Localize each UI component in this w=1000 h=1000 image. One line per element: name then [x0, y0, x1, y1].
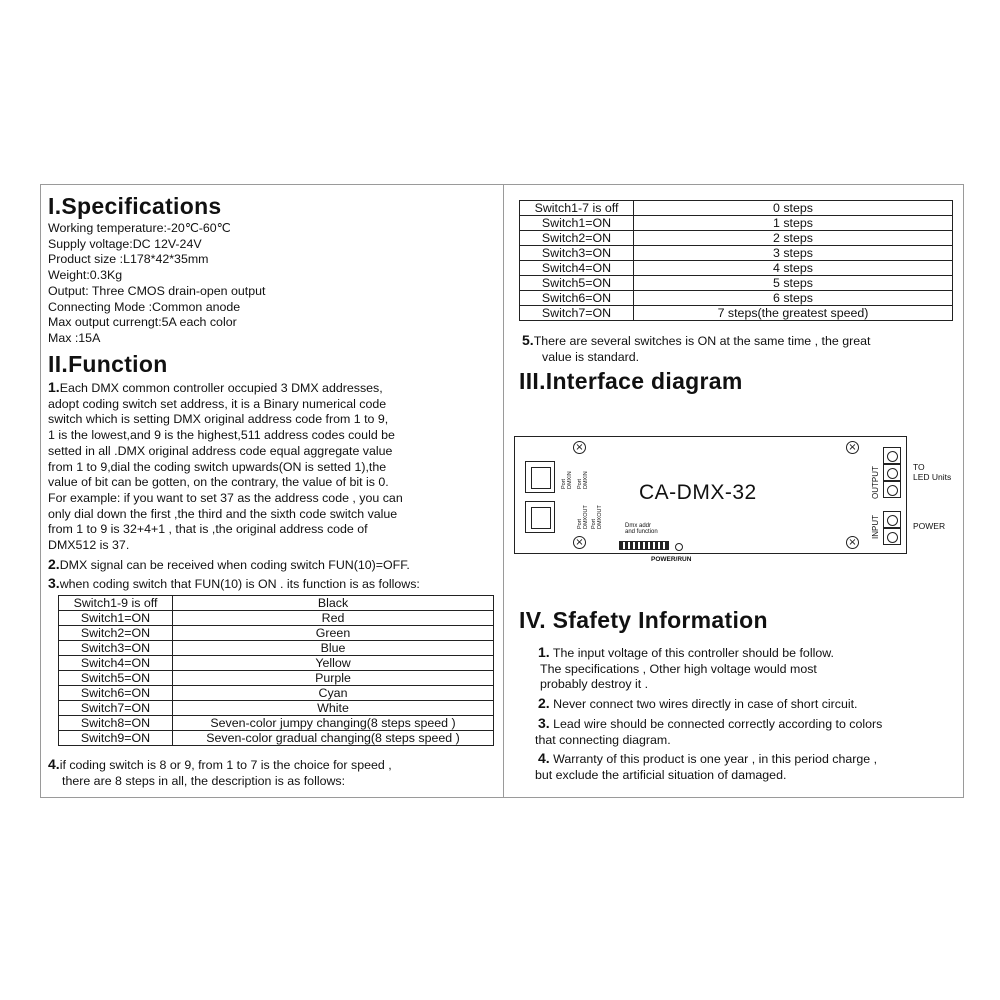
result-cell: Red — [173, 611, 494, 626]
safety-item — [535, 714, 883, 748]
screw-icon: × — [846, 536, 859, 549]
port-label: Port DMXIN — [561, 471, 573, 489]
safety-text: probably destroy it . — [540, 677, 649, 692]
safety-text: The specifications , Other high voltage would most — [540, 661, 817, 676]
table-row — [59, 641, 494, 656]
function-text: there are 8 steps in all, the description is as follows: — [62, 773, 346, 788]
result-cell: Blue — [173, 641, 494, 656]
item-number: 1. — [538, 644, 550, 660]
table-row — [520, 246, 953, 261]
specifications-heading: I.Specifications — [48, 193, 222, 219]
output-terminal-icon — [883, 464, 901, 481]
table-row — [59, 671, 494, 686]
function-text: 1 is the lowest,and 9 is the highest,511 address codes could be — [48, 428, 395, 443]
result-cell: Yellow — [173, 656, 494, 671]
function-text: switch which is setting DMX original address code from 1 to 9, — [48, 412, 389, 427]
safety-list — [535, 644, 883, 787]
to-led-units-label: TO LED Units — [913, 462, 952, 482]
function-text: DMX512 is 37. — [48, 538, 130, 553]
power-run-led-icon — [675, 543, 683, 551]
switch-cell: Switch6=ON — [520, 291, 634, 306]
spec-line: Connecting Mode :Common anode — [48, 299, 241, 314]
input-label: INPUT — [871, 515, 880, 539]
screw-icon: × — [573, 536, 586, 549]
safety-text: Never connect two wires directly in case of short circuit. — [549, 697, 858, 712]
function-text: from 1 to 9 is 32+4+1 , that is ,the original address code of — [48, 522, 368, 537]
input-terminal-icon — [883, 511, 901, 528]
safety-text: Lead wire should be connected correctly according to colors — [549, 716, 883, 731]
result-cell: 4 steps — [634, 261, 953, 276]
safety-item — [538, 645, 882, 693]
safety-item — [535, 750, 882, 783]
table-row — [59, 716, 494, 731]
screw-icon: × — [846, 441, 859, 454]
power-run-label: POWER/RUN — [651, 556, 692, 563]
output-terminal-icon — [883, 447, 901, 464]
dmx-address-label: Dmx addr and function — [625, 523, 658, 535]
switch-cell: Switch1=ON — [520, 216, 634, 231]
spec-line: Weight:0.3Kg — [48, 268, 123, 283]
result-cell: 5 steps — [634, 276, 953, 291]
device-model-label: CA-DMX-32 — [639, 481, 757, 504]
output-terminal-icon — [883, 481, 901, 498]
switch-cell: Switch1-9 is off — [59, 596, 173, 611]
switch-cell: Switch5=ON — [520, 276, 634, 291]
port-label: Port DMXIN — [577, 471, 589, 489]
item-number: 4. — [538, 750, 550, 767]
function-text: Each DMX common controller occupied 3 DMX addresses, — [59, 381, 383, 395]
item-number: 3. — [48, 575, 60, 591]
function-heading: II.Function — [48, 351, 168, 377]
result-cell: Purple — [173, 671, 494, 686]
result-cell: 7 steps(the greatest speed) — [634, 306, 953, 321]
port-label: Port DMXOUT — [591, 505, 603, 529]
switch-cell: Switch7=ON — [520, 306, 634, 321]
function-text: DMX signal can be received when coding switch FUN(10)=OFF. — [59, 558, 410, 572]
table-row — [520, 261, 953, 276]
spec-line: Max output currengt:5A each color — [48, 315, 237, 330]
switch-cell: Switch5=ON — [59, 671, 173, 686]
table-row — [520, 201, 953, 216]
switch-cell: Switch4=ON — [520, 261, 634, 276]
item-number: 2. — [48, 556, 60, 572]
result-cell: Seven-color gradual changing(8 steps speed ) — [173, 731, 494, 746]
function-text: if coding switch is 8 or 9, from 1 to 7 is the choice for speed , — [59, 758, 392, 772]
safety-text: The input voltage of this controller should be follow. — [549, 646, 834, 660]
speed-steps-table — [519, 200, 953, 321]
result-cell: White — [173, 701, 494, 716]
safety-item — [538, 696, 882, 713]
controller-device-diagram — [514, 436, 907, 554]
table-row — [59, 656, 494, 671]
table-row — [520, 291, 953, 306]
table-row — [520, 276, 953, 291]
result-cell: 6 steps — [634, 291, 953, 306]
table-row — [520, 216, 953, 231]
table-row — [59, 731, 494, 746]
function-item-4 — [48, 757, 392, 789]
spec-line: Supply voltage:DC 12V-24V — [48, 236, 202, 251]
function-text: when coding switch that FUN(10) is ON . its function is as follows: — [59, 577, 420, 591]
function-item-5 — [522, 333, 870, 365]
item-number: 1. — [48, 379, 60, 395]
safety-heading: IV. Sfafety Information — [519, 607, 768, 633]
safety-text: that connecting diagram. — [535, 732, 671, 747]
spec-line: Working temperature:-20℃-60℃ — [48, 221, 231, 235]
switch-cell: Switch1-7 is off — [520, 201, 634, 216]
input-terminal-icon — [883, 528, 901, 545]
item-number: 3. — [538, 714, 550, 731]
function-text: value is standard. — [542, 349, 640, 364]
rj45-dmx-in-port-icon — [525, 461, 555, 493]
port-label: Port DMXOUT — [577, 505, 589, 529]
specifications-list — [48, 221, 265, 347]
table-row — [59, 596, 494, 611]
function-text: only dial down the first ,the third and the sixth code switch value — [48, 506, 398, 521]
item-number: 4. — [48, 756, 60, 772]
item-number: 5. — [522, 332, 534, 348]
table-row — [59, 626, 494, 641]
result-cell: Green — [173, 626, 494, 641]
function-text: For example: if you want to set 37 as the address code , you can — [48, 490, 403, 505]
item-number: 2. — [538, 695, 550, 712]
function-item-2 — [48, 557, 410, 574]
switch-cell: Switch6=ON — [59, 686, 173, 701]
table-row — [520, 231, 953, 246]
spec-line: Output: Three CMOS drain-open output — [48, 283, 266, 298]
color-function-table — [58, 595, 494, 746]
result-cell: 0 steps — [634, 201, 953, 216]
power-label: POWER — [913, 521, 946, 531]
switch-cell: Switch4=ON — [59, 656, 173, 671]
switch-cell: Switch2=ON — [520, 231, 634, 246]
switch-cell: Switch3=ON — [59, 641, 173, 656]
switch-cell: Switch9=ON — [59, 731, 173, 746]
spec-line: Product size :L178*42*35mm — [48, 252, 209, 267]
table-row — [59, 611, 494, 626]
column-divider — [503, 184, 504, 798]
function-item-3 — [48, 576, 420, 593]
output-label: OUTPUT — [871, 466, 880, 499]
table-row — [59, 686, 494, 701]
function-item-1 — [48, 380, 403, 554]
result-cell: 1 steps — [634, 216, 953, 231]
switch-cell: Switch8=ON — [59, 716, 173, 731]
result-cell: Black — [173, 596, 494, 611]
function-text: from 1 to 9,dial the coding switch upwards(ON is setted 1),the — [48, 459, 387, 474]
table-row — [59, 701, 494, 716]
result-cell: 2 steps — [634, 231, 953, 246]
screw-icon: × — [573, 441, 586, 454]
safety-text: Warranty of this product is one year , in this period charge , — [549, 752, 878, 767]
dip-switch-icon — [619, 541, 669, 550]
table-row — [520, 306, 953, 321]
function-text: value of bit can be gotten, on the contrary, the value of bit is 0. — [48, 475, 389, 490]
switch-cell: Switch2=ON — [59, 626, 173, 641]
result-cell: Seven-color jumpy changing(8 steps speed ) — [173, 716, 494, 731]
function-text: There are several switches is ON at the same time , the great — [533, 334, 871, 348]
result-cell: 3 steps — [634, 246, 953, 261]
result-cell: Cyan — [173, 686, 494, 701]
rj45-dmx-out-port-icon — [525, 501, 555, 533]
spec-line: Max :15A — [48, 330, 101, 345]
safety-text: but exclude the artificial situation of damaged. — [535, 767, 787, 782]
function-text: setted in all .DMX original address code equal aggregate value — [48, 443, 393, 458]
switch-cell: Switch1=ON — [59, 611, 173, 626]
switch-cell: Switch7=ON — [59, 701, 173, 716]
switch-cell: Switch3=ON — [520, 246, 634, 261]
function-text: adopt coding switch set address, it is a Binary numerical code — [48, 396, 387, 411]
interface-diagram-heading: III.Interface diagram — [519, 368, 743, 394]
